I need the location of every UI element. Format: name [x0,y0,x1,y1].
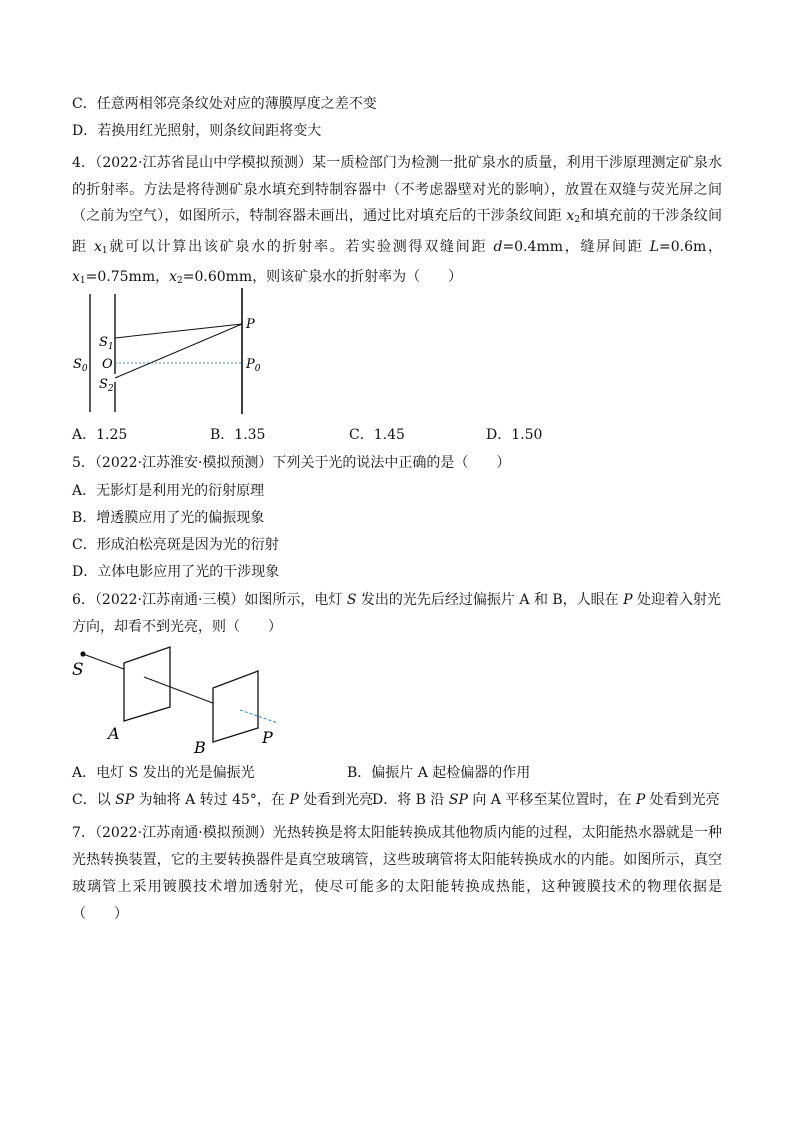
q4-double-slit-figure [70,286,270,416]
label-b: B [194,738,206,757]
q3-option-c: C．任意两相邻亮条纹处对应的薄膜厚度之差不变 [72,96,377,112]
q4-option-d: D．1.50 [486,427,543,443]
label-p: P [246,317,255,332]
q4-option-c: C．1.45 [349,427,405,443]
label-p0: $P_0$ [246,357,261,374]
q4-option-a: A．1.25 [72,427,128,443]
label-s1: $S_1$ [99,335,114,352]
q5-option-d: D．立体电影应用了光的干涉现象 [72,564,280,580]
q6-polarizer-figure [70,645,290,757]
q5-option-c: C．形成泊松亮斑是因为光的衍射 [72,537,279,553]
q6-stem: 6．（2022·江苏南通·三模）如图所示，电灯 S 发出的光先后经过偏振片 A 和 B，人眼在 P 处迎着入射光方向，却看不到光亮，则（ ） [72,592,722,635]
q6-option-d: D．将 B 沿 SP 向 A 平移至某位置时，在 P 处看到光亮 [372,792,720,808]
label-s2: $S_2$ [99,377,114,394]
label-p: P [262,728,273,747]
q6-option-b: B．偏振片 A 起检偏器的作用 [347,765,531,781]
ray-s2-p [115,324,242,378]
q5-option-a: A．无影灯是利用光的衍射原理 [72,483,265,499]
ray-s1-p [115,324,242,338]
q4-option-b: B．1.35 [210,427,266,443]
label-s0: $S_0$ [73,357,88,374]
q5-option-b: B．增透膜应用了光的偏振现象 [72,510,265,526]
q7-stem: 7．（2022·江苏南通·模拟预测）光热转换是将太阳能转换成其他物质内能的过程，太阳能热水器就是一种光热转换装置，它的主要转换器件是真空玻璃管，这些玻璃管将太阳能转换成水的内能。如图所示，真空玻璃管上采用镀膜技术增加透射光，使尽可能多的太阳能转换成热能，这种镀膜技术的物理依据是（ ） [72,825,722,922]
label-a: A [108,724,120,743]
polarizer-b [213,671,258,742]
q6-option-c: C．以 SP 为轴将 A 转过 45°，在 P 处看到光亮 [72,792,374,808]
label-o: O [102,357,113,372]
label-s: S [72,660,84,680]
q6-option-a: A．电灯 S 发出的光是偏振光 [72,765,255,781]
q3-option-d: D．若换用红光照射，则条纹间距将变大 [72,123,322,139]
q4-stem: 4．（2022·江苏省昆山中学模拟预测）某一质检部门为检测一批矿泉水的质量，利用干涉原理测定矿泉水的折射率。方法是将待测矿泉水填充到特制容器中（不考虑器壁对光的影响），放置在双缝与荧光屏之间（之前为空气），如图所示，特制容器未画出，通过比对填充后的干涉条纹间距 $x_2$和填充前的干涉条纹间距 $x_1$就可以计算出该矿泉水的折射率。若实验测得双缝间距 d=0.4mm，缝屏间距 L=0.6m，$x_1=0.75mm$，$x_2=0.60mm$，则该矿泉水的折射率为（ ） [72,155,723,286]
q5-stem: 5．（2022·江苏淮安·模拟预测）下列关于光的说法中正确的是（ ） [72,455,511,471]
